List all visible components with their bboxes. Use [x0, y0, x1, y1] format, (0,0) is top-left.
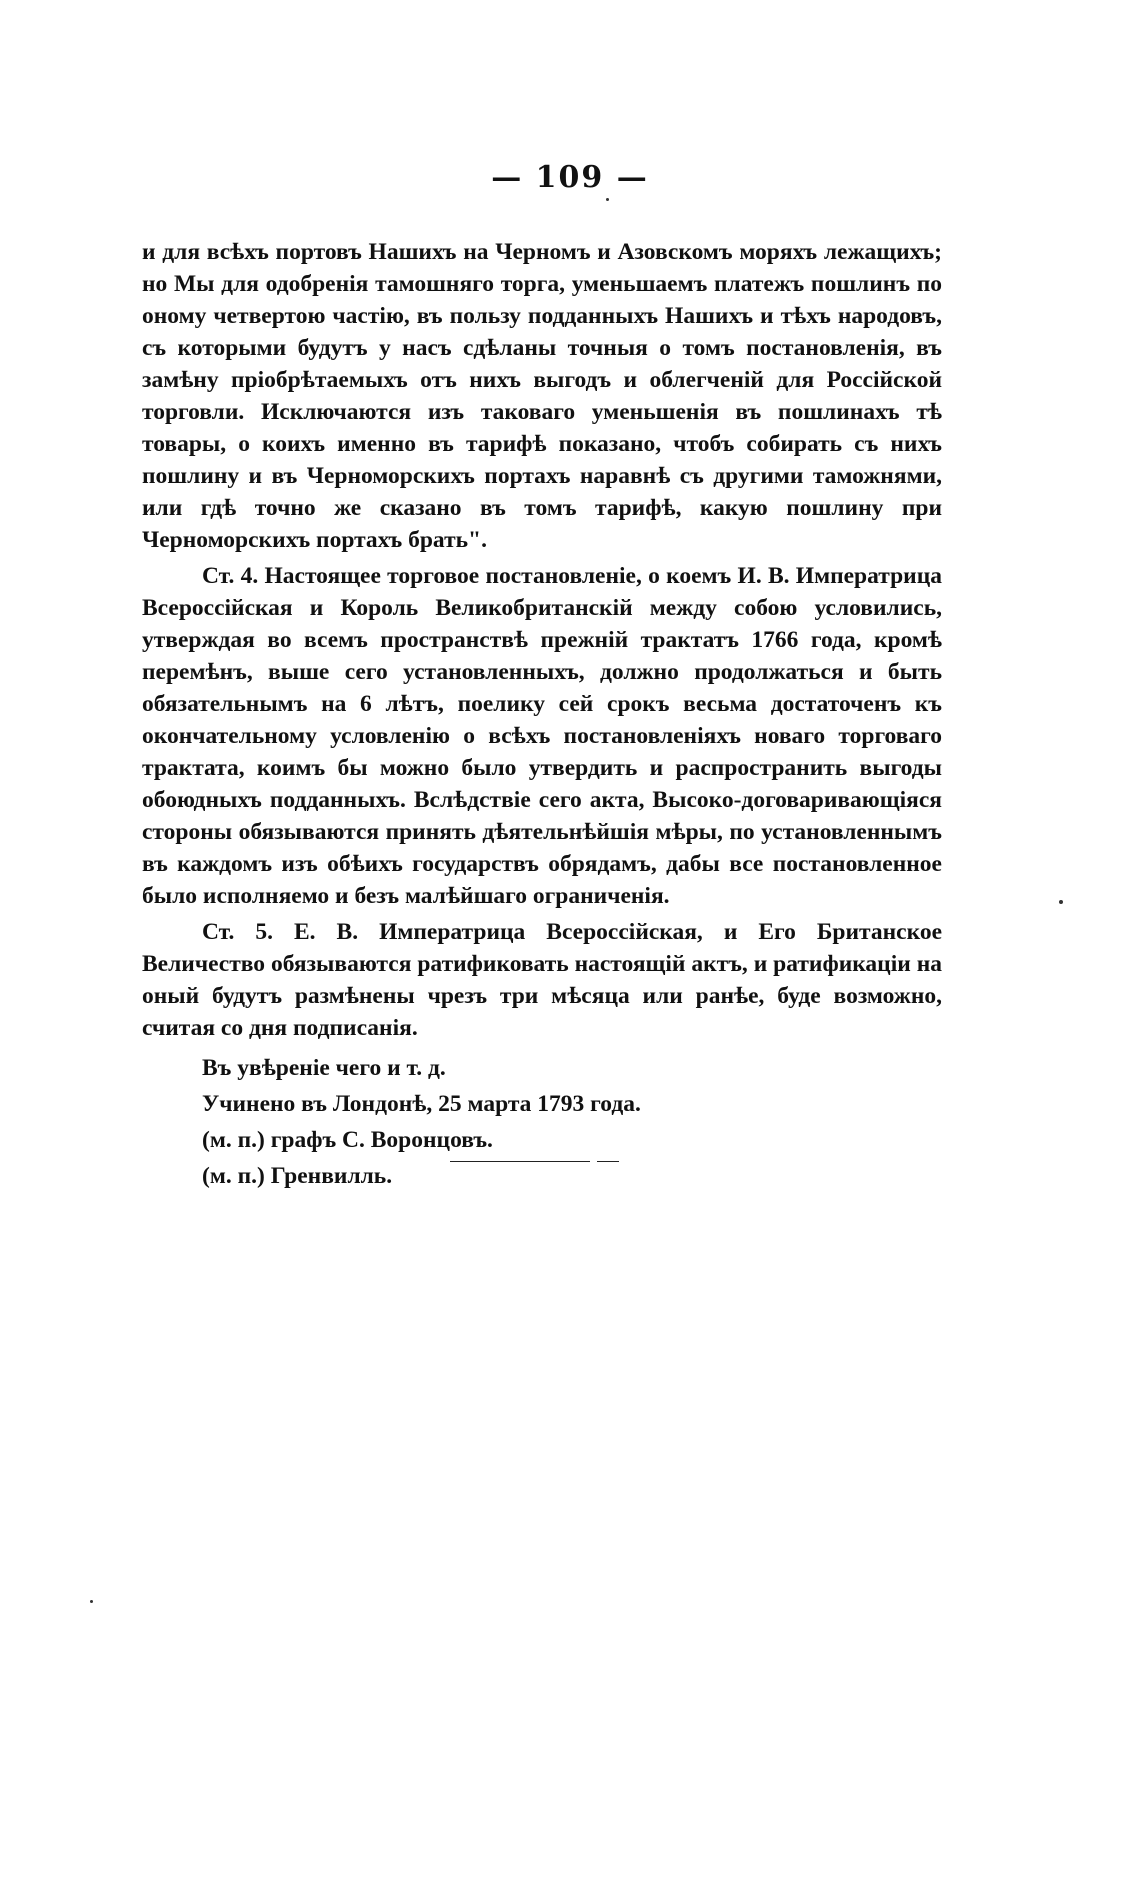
closing-formula: Въ увѣреніе чего и т. д.	[202, 1055, 446, 1081]
paragraph-continuation: и для всѣхъ портовъ Нашихъ на Черномъ и Азовскомъ моряхъ лежащихъ; но Мы для одобренія тамошняго торга, уменьшаемъ платежъ пошлинъ по оному четвертою частію, въ пользу подданныхъ Нашихъ и тѣхъ народовъ, съ которыми будутъ у насъ сдѣланы точныя о томъ постановленія, въ замѣну пріобрѣтаемыхъ отъ нихъ выгодъ и облегченій для Россійской торговли. Исключаются изъ таковаго уменьшенія въ пошлинахъ тѣ товары, о коихъ именно въ тарифѣ показано, чтобъ собирать съ нихъ пошлину и въ Черноморскихъ портахъ наравнѣ съ другими таможнями, или гдѣ точно же сказано въ томъ тарифѣ, какую пошлину при Черноморскихъ портахъ брать".	[142, 239, 942, 553]
page-number: — 109 —	[491, 160, 649, 195]
closing-place-date: Учинено въ Лондонѣ, 25 марта 1793 года.	[202, 1091, 641, 1117]
scan-speck	[606, 198, 609, 201]
scan-speck	[1059, 900, 1063, 904]
end-rule	[450, 1161, 590, 1162]
signature-vorontsov: (м. п.) графъ С. Воронцовъ.	[202, 1127, 493, 1153]
paragraph-article-4: Ст. 4. Настоящее торговое постановленіе, о коемъ И. В. Императрица Всероссійская и Король Великобританскій между собою условились, утверждая во всемъ пространствѣ прежній трактатъ 1766 года, кромѣ перемѣнъ, выше сего установленныхъ, должно продолжаться и быть обязательнымъ на 6 лѣтъ, поелику сей срокъ весьма достаточенъ къ окончательному условленію о всѣхъ постановленіяхъ новаго торговаго трактата, коимъ бы можно было утвердить и распространить выгоды обоюдныхъ подданныхъ. Вслѣдствіе сего акта, Высоко-договаривающіяся стороны обязываются принять дѣятельнѣйшія мѣры, по установленнымъ въ каждомъ изъ обѣихъ государствъ обрядамъ, дабы все постановленное было исполняемо и безъ малѣйшаго ограниченія.	[142, 563, 942, 909]
end-rule-dash	[597, 1161, 619, 1162]
body-text	[142, 236, 942, 1194]
paragraph-article-5: Ст. 5. Е. В. Императрица Всероссійская, и Его Британское Величество обязываются ратификовать настоящій актъ, и ратификаціи на оный будутъ размѣнены чрезъ три мѣсяца или ранѣе, буде возможно, считая со дня подписанія.	[142, 919, 942, 1041]
scan-speck	[90, 1600, 93, 1603]
signature-grenville: (м. п.) Гренвилль.	[202, 1163, 393, 1189]
closing-block	[202, 1050, 942, 1194]
